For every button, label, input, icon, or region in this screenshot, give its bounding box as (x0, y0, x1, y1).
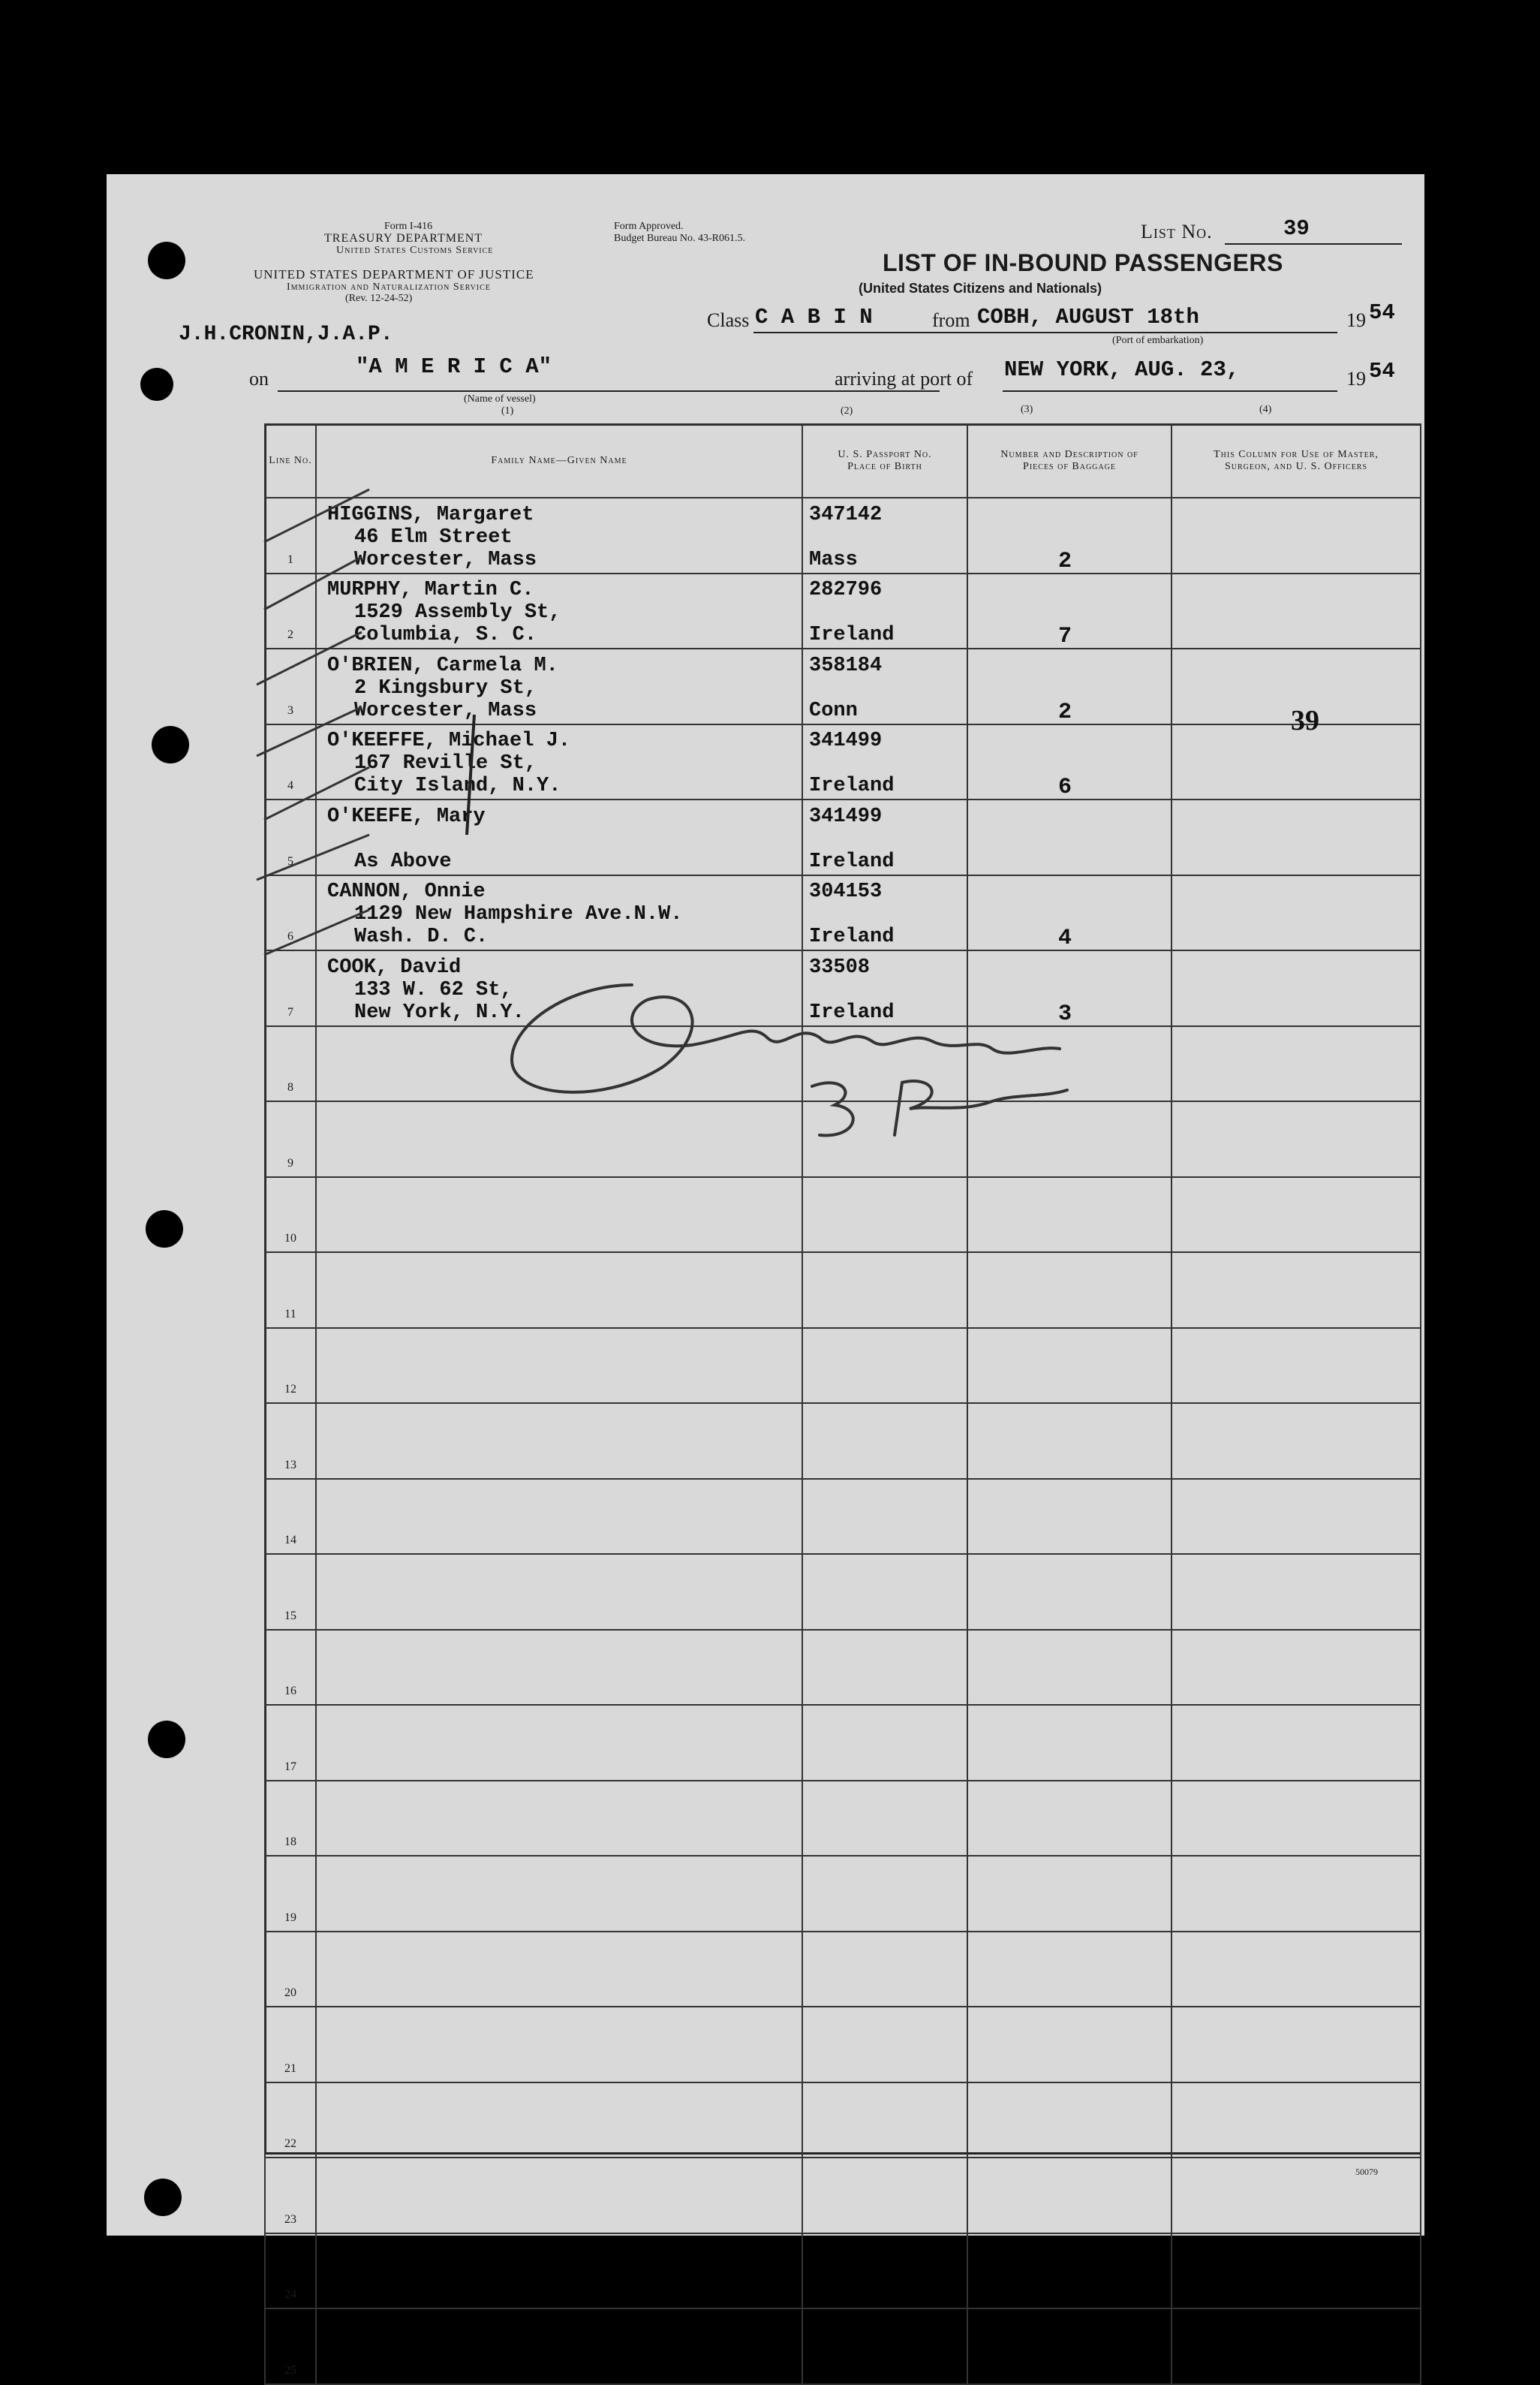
passport-cell (802, 2308, 967, 2384)
baggage-cell (967, 2082, 1172, 2158)
from-label: from (932, 309, 970, 331)
name-cell (316, 1554, 802, 1630)
passport-cell (802, 1403, 967, 1479)
line-number: 15 (265, 1554, 316, 1630)
passenger-address: Wash. D. C. (354, 926, 489, 948)
passenger-address: 133 W. 62 St, (354, 978, 513, 1001)
name-cell (316, 2082, 802, 2158)
officers-cell (1172, 1554, 1421, 1630)
line-number: 19 (265, 1856, 316, 1932)
line-number: 7 (265, 950, 316, 1026)
arriving-line (1003, 390, 1337, 392)
passenger-address: 2 Kingsbury St, (354, 676, 537, 700)
col3-caption: (3) (1021, 404, 1033, 415)
table-row (265, 1177, 1421, 1253)
table-row (265, 1705, 1421, 1781)
line-number: 25 (265, 2308, 316, 2384)
place-of-birth: Ireland (809, 1001, 895, 1024)
line-number: 3 (265, 649, 316, 724)
baggage-cell (967, 2007, 1172, 2082)
officers-cell (1172, 1630, 1421, 1706)
baggage-cell (967, 1630, 1172, 1706)
baggage-cell (967, 1328, 1172, 1404)
header-line-no: Line No. (265, 424, 316, 498)
officers-cell (1172, 1252, 1421, 1328)
year1-label: 19 (1346, 309, 1366, 331)
line-number: 9 (265, 1101, 316, 1177)
passenger-address: 167 Reville St, (354, 752, 537, 775)
baggage-cell (967, 498, 1172, 574)
officers-cell (1172, 2007, 1421, 2082)
embark-caption: (Port of embarkation) (1112, 335, 1204, 346)
name-cell (316, 1630, 802, 1706)
passenger-name: HIGGINS, Margaret (327, 503, 534, 526)
passport-cell (802, 800, 967, 875)
name-cell (316, 2007, 802, 2082)
officers-cell (1172, 2308, 1421, 2384)
baggage-cell (967, 2308, 1172, 2384)
passport-cell (802, 2082, 967, 2158)
line-number: 11 (265, 1252, 316, 1328)
name-cell (316, 1328, 802, 1404)
baggage-cell (967, 2233, 1172, 2309)
table-row (265, 1781, 1421, 1857)
line-number: 13 (265, 1403, 316, 1479)
punch-hole (148, 1721, 185, 1758)
form-approved: Form Approved. (614, 221, 684, 232)
baggage-cell (967, 1856, 1172, 1932)
place-of-birth: Ireland (809, 624, 895, 646)
passenger-address: As Above (354, 850, 452, 873)
line-number: 14 (265, 1479, 316, 1555)
line-number: 21 (265, 2007, 316, 2082)
name-cell (316, 1705, 802, 1781)
officers-cell (1172, 498, 1421, 574)
baggage-cell (967, 875, 1172, 951)
list-no-line (1225, 243, 1402, 245)
line-number: 1 (265, 498, 316, 574)
ins: Immigration and Naturalization Service (287, 282, 491, 293)
form-number: Form I-416 (384, 221, 433, 232)
table-row (265, 1554, 1421, 1630)
officers-cell (1172, 950, 1421, 1026)
passport-cell (802, 2007, 967, 2082)
line-number: 8 (265, 1026, 316, 1102)
col2-caption: (2) (841, 405, 853, 417)
baggage-cell (967, 1403, 1172, 1479)
passport-cell (802, 2158, 967, 2233)
line-number: 2 (265, 574, 316, 649)
baggage-cell (967, 1932, 1172, 2007)
officers-cell (1172, 2158, 1421, 2233)
place-of-birth: Conn (809, 699, 858, 722)
punch-hole (152, 726, 189, 763)
passport-cell (802, 574, 967, 649)
from-line (977, 332, 1337, 333)
passenger-name: O'KEEFE, Mary (327, 805, 486, 828)
officers-cell (1172, 2082, 1421, 2158)
officers-cell (1172, 574, 1421, 649)
list-no-label: List No. (1141, 221, 1213, 242)
passenger-address: 1529 Assembly St, (354, 601, 561, 624)
year2-label: 19 (1346, 368, 1366, 390)
baggage-cell (967, 2158, 1172, 2233)
name-cell (316, 1403, 802, 1479)
officers-cell (1172, 1101, 1421, 1177)
baggage-cell (967, 1479, 1172, 1555)
table-row (265, 2007, 1421, 2082)
officers-cell (1172, 1328, 1421, 1404)
check-marks (234, 459, 504, 1105)
place-of-birth: Mass (809, 548, 858, 571)
from-value: COBH, AUGUST 18th (977, 305, 1199, 330)
vessel-name: "A M E R I C A" (356, 354, 552, 379)
arriving-label: arriving at port of (835, 368, 973, 390)
class-label: Class (707, 309, 750, 331)
officers-cell (1172, 1026, 1421, 1102)
table-row (265, 1328, 1421, 1404)
passenger-address: Worcester, Mass (354, 699, 537, 722)
header-baggage: Number and Description of Pieces of Baggage (967, 424, 1172, 498)
signature-scrawl (467, 955, 1097, 1150)
passport-cell (802, 2233, 967, 2309)
table-row (265, 1856, 1421, 1932)
line-number: 22 (265, 2082, 316, 2158)
passenger-address: 1129 New Hampshire Ave.N.W. (354, 903, 683, 926)
officers-cell (1172, 800, 1421, 875)
on-label: on (249, 368, 269, 390)
passport-number: 304153 (809, 881, 883, 903)
passenger-name: O'KEEFFE, Michael J. (327, 730, 571, 752)
officers-cell (1172, 1932, 1421, 2007)
budget-bureau: Budget Bureau No. 43-R061.5. (614, 233, 745, 244)
year1-value: 54 (1369, 300, 1395, 325)
passenger-address: City Island, N.Y. (354, 775, 561, 797)
passenger-name: O'BRIEN, Carmela M. (327, 654, 558, 677)
col1-caption: (1) (501, 405, 514, 417)
line-number: 24 (265, 2233, 316, 2309)
officers-cell (1172, 1403, 1421, 1479)
name-cell (316, 2308, 802, 2384)
baggage-cell (967, 574, 1172, 649)
table-row (265, 2308, 1421, 2384)
baggage-count: 6 (1058, 775, 1072, 800)
treasury-department: TREASURY DEPARTMENT (324, 232, 483, 245)
line-number: 18 (265, 1781, 316, 1857)
passport-cell (802, 1630, 967, 1706)
line-number: 10 (265, 1177, 316, 1253)
table-row (265, 2082, 1421, 2158)
passenger-name: MURPHY, Martin C. (327, 579, 534, 601)
passport-cell (802, 875, 967, 951)
officers-cell (1172, 1856, 1421, 1932)
table-row (265, 1630, 1421, 1706)
passport-cell (802, 1328, 967, 1404)
baggage-count: 3 (1058, 1001, 1072, 1027)
baggage-count: 4 (1058, 926, 1072, 951)
passport-number: 282796 (809, 579, 883, 601)
line-number: 6 (265, 875, 316, 951)
passport-cell (802, 1252, 967, 1328)
baggage-cell (967, 649, 1172, 724)
page-subtitle: (United States Citizens and Nationals) (859, 281, 1102, 296)
page-title: LIST OF IN-BOUND PASSENGERS (883, 249, 1283, 276)
baggage-cell (967, 1705, 1172, 1781)
officers-cell (1172, 2233, 1421, 2309)
officers-cell (1172, 875, 1421, 951)
header-name: Family Name—Given Name (316, 424, 802, 498)
vessel-caption: (Name of vessel) (464, 393, 536, 405)
passport-number: 358184 (809, 654, 883, 677)
name-cell (316, 1856, 802, 1932)
passenger-address: Columbia, S. C. (354, 624, 537, 646)
baggage-cell (967, 1177, 1172, 1253)
passport-cell (802, 649, 967, 724)
year2-value: 54 (1369, 359, 1395, 384)
header-officers: This Column for Use of Master, Surgeon, and U. S. Officers (1172, 424, 1421, 498)
place-of-birth: Ireland (809, 775, 895, 797)
place-of-birth: Ireland (809, 850, 895, 873)
name-cell (316, 2158, 802, 2233)
officers-cell (1172, 1705, 1421, 1781)
name-cell (316, 1177, 802, 1253)
list-no-value: 39 (1283, 216, 1310, 241)
arriving-value: NEW YORK, AUG. 23, (1004, 357, 1240, 382)
punch-hole (148, 242, 185, 279)
passport-number: 341499 (809, 805, 883, 828)
passport-cell (802, 498, 967, 574)
header-passport: U. S. Passport No. Place of Birth (802, 424, 967, 498)
table-row (265, 1403, 1421, 1479)
line-number: 16 (265, 1630, 316, 1706)
passport-number: 341499 (809, 730, 883, 752)
table-row (265, 1479, 1421, 1555)
punch-hole (144, 2179, 182, 2216)
vessel-line (278, 390, 940, 392)
table-row (265, 2158, 1421, 2233)
line-number: 12 (265, 1328, 316, 1404)
passport-cell (802, 1705, 967, 1781)
passenger-address: Worcester, Mass (354, 548, 537, 571)
revision: (Rev. 12-24-52) (345, 293, 413, 304)
officers-cell (1172, 1479, 1421, 1555)
passport-number: 33508 (809, 956, 871, 979)
line-number: 5 (265, 800, 316, 875)
passenger-address: 46 Elm Street (354, 525, 513, 549)
class-value: C A B I N (755, 305, 873, 330)
line-number: 4 (265, 724, 316, 800)
punch-hole (140, 368, 173, 401)
passport-cell (802, 1479, 967, 1555)
line-number: 23 (265, 2158, 316, 2233)
officer-note: 39 (1291, 705, 1319, 736)
name-cell (316, 2233, 802, 2309)
table-row (265, 1932, 1421, 2007)
baggage-count: 2 (1058, 548, 1072, 574)
baggage-cell (967, 1252, 1172, 1328)
officer-name: J.H.CRONIN,J.A.P. (179, 323, 393, 346)
passport-cell (802, 1177, 967, 1253)
passport-number: 347142 (809, 503, 883, 526)
baggage-cell (967, 800, 1172, 875)
passport-cell (802, 1856, 967, 1932)
passport-cell (802, 724, 967, 800)
col4-caption: (4) (1259, 404, 1272, 415)
customs-service: United States Customs Service (336, 245, 494, 256)
passport-cell (802, 1781, 967, 1857)
punch-hole (146, 1210, 183, 1248)
name-cell (316, 1252, 802, 1328)
baggage-cell (967, 1554, 1172, 1630)
manifest-page (107, 174, 1424, 2377)
officers-cell (1172, 1781, 1421, 1857)
name-cell (316, 1932, 802, 2007)
name-cell (316, 1479, 802, 1555)
baggage-count: 2 (1058, 699, 1072, 725)
line-number: 20 (265, 1932, 316, 2007)
passport-cell (802, 1554, 967, 1630)
line-number: 17 (265, 1705, 316, 1781)
print-code: 50079 (1355, 2167, 1378, 2177)
table-row (265, 1252, 1421, 1328)
baggage-count: 7 (1058, 624, 1072, 649)
passenger-name: COOK, David (327, 956, 462, 979)
baggage-cell (967, 1781, 1172, 1857)
place-of-birth: Ireland (809, 926, 895, 948)
passenger-name: CANNON, Onnie (327, 881, 486, 903)
passenger-address: New York, N.Y. (354, 1001, 525, 1024)
name-cell (316, 1781, 802, 1857)
table-row (265, 2233, 1421, 2309)
passport-cell (802, 1932, 967, 2007)
baggage-cell (967, 724, 1172, 800)
officers-cell (1172, 1177, 1421, 1253)
justice-department: UNITED STATES DEPARTMENT OF JUSTICE (254, 267, 534, 282)
